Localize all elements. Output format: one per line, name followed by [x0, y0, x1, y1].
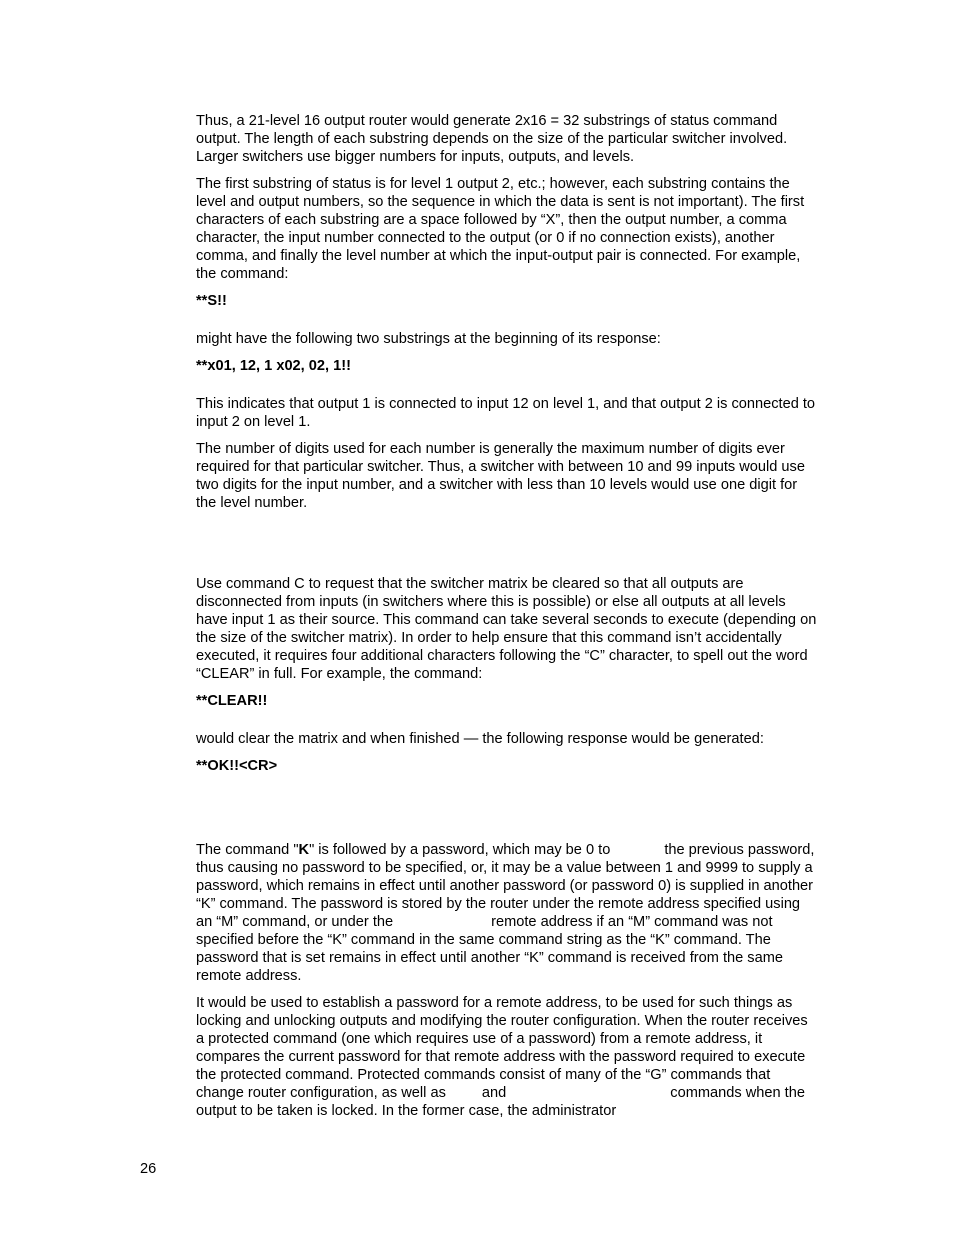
command-k: K — [298, 842, 310, 858]
clear-paragraph-1: Use command C to request that the switcher matrix be cleared so that all outputs are disconnected from inputs (in switchers where this is possible) or else all outputs at all levels have input 1 as their source. This command can take several seconds to execute (depending on the size of the switcher matrix). In order to help ensure that this command isn’t accidentally executed, it requires four additional characters following the “C” character, to spell out the word “CLEAR” in full. For example, the command: — [196, 576, 817, 682]
status-paragraph-2: The first substring of status is for level 1 output 2, etc.; however, each substring contains the level and output numbers, so the sequence in which the data is sent is not important). The first characters of each substring are a space followed by “X”, then the output number, a comma character, the input number connected to the output (or 0 if no connection exists), another comma, and finally the level number at which the input-output pair is connected. For example, the command: — [196, 176, 805, 282]
status-paragraph-1: Thus, a 21-level 16 output router would generate 2x16 = 32 substrings of status command output. The length of each substring depends on the size of the particular switcher involved. Larger switchers use bigger numbers for inputs, outputs, and levels. — [196, 113, 788, 165]
section-gap — [196, 521, 818, 575]
page-body — [196, 112, 818, 1129]
command-example-clear: **CLEAR!! — [196, 693, 268, 709]
status-paragraph-4: This indicates that output 1 is connected to input 12 on level 1, and that output 2 is connected to input 2 on level 1. — [196, 396, 816, 430]
clear-paragraph-2: would clear the matrix and when finished — the following response would be generated: — [196, 731, 764, 747]
section-gap — [196, 795, 818, 841]
page-number: 26 — [140, 1161, 157, 1177]
password-paragraph-1: The command "K" is followed by a password, which may be 0 to the previous password, thus causing no password to be specified, or, it may be a value between 1 and 9999 to supply a password, which remains in effect until another password (or password 0) is supplied in another “K” command. The password is stored by the router under the remote address specified using an “M” command, or under the remote address if an “M” command was not specified before the “K” command in the same command string as the “K” command. The password that is set remains in effect until another “K” command is received from the same remote address. — [196, 842, 815, 984]
status-paragraph-5: The number of digits used for each number is generally the maximum number of digits ever required for that particular switcher. Thus, a switcher with between 10 and 99 inputs would use two digits for the input number, and a switcher with less than 10 levels would use one digit for the level number. — [196, 441, 805, 511]
password-paragraph-2: It would be used to establish a password for a remote address, to be used for such things as locking and unlocking outputs and modifying the router configuration. When the router receives a protected command (one which requires use of a password) from a remote address, it compares the current password for that remote address with the password required to execute the protected command. Protected commands consist of many of the “G” commands that change router configuration, as well as and commands when the output to be taken is locked. In the former case, the administrator — [196, 995, 808, 1119]
command-example-status: **S!! — [196, 293, 227, 309]
command-response-ok: **OK!!<CR> — [196, 758, 278, 774]
status-paragraph-3: might have the following two substrings at the beginning of its response: — [196, 331, 661, 347]
command-response-example: **x01, 12, 1 x02, 02, 1!! — [196, 358, 351, 374]
